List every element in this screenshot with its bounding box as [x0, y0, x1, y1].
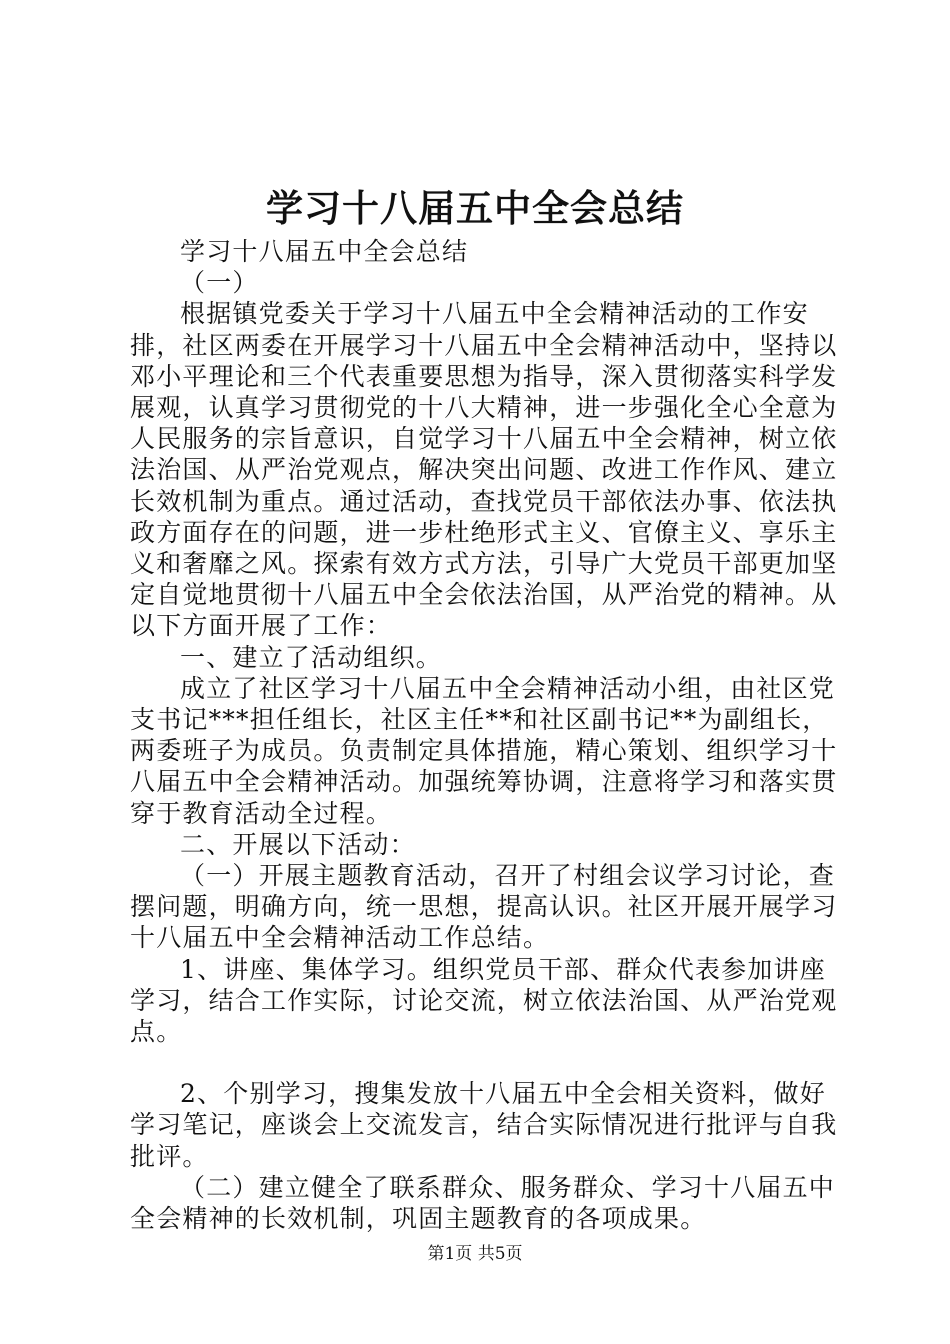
paragraph-intro: 根据镇党委关于学习十八届五中全会精神活动的工作安排，社区两委在开展学习十八届五中全会精神活动中，坚持以邓小平理论和三个代表重要思想为指导，深入贯彻落实科学发展观，认真学习贯彻党的十八大精神，进一步强化全心全意为人民服务的宗旨意识，自觉学习十八届五中全会精神，树立依法治国、从严治党观点，解决突出问题、改进工作作风、建立长效机制为重点。通过活动，查找党员干部依法办事、依法执政方面存在的问题，进一步杜绝形式主义、官僚主义、享乐主义和奢靡之风。探索有效方式方法，引导广大党员干部更加坚定自觉地贯彻十八届五中全会依法治国，从严治党的精神。从以下方面开展了工作：	[130, 299, 838, 641]
paragraph-section-marker: （一）	[180, 268, 259, 298]
paragraph-item-1: 1、讲座、集体学习。组织党员干部、群众代表参加讲座学习，结合工作实际，讨论交流，树立依法治国、从严治党观点。	[130, 954, 838, 1047]
paragraph-subtitle: 学习十八届五中全会总结	[180, 237, 469, 266]
paragraph-activity-2: （二）建立健全了联系群众、服务群众、学习十八届五中全会精神的长效机制，巩固主题教育的各项成果。	[130, 1172, 836, 1234]
paragraph-organization: 成立了社区学习十八届五中全会精神活动小组，由社区党支书记***担任组长，社区主任**和社区副书记**为副组长，两委班子为成员。负责制定具体措施，精心策划、组织学习十八届五中全会精神活动。加强统筹协调，注意将学习和落实贯穿于教育活动全过程。	[130, 673, 838, 828]
document-body	[130, 236, 850, 1234]
paragraph-activity-1: （一）开展主题教育活动，召开了村组会议学习讨论，查摆问题，明确方向，统一思想，提高认识。社区开展开展学习十八届五中全会精神活动工作总结。	[130, 861, 838, 953]
paragraph-heading-1: 一、建立了活动组织。	[180, 642, 443, 672]
paragraph-item-2: 2、个别学习，搜集发放十八届五中全会相关资料，做好学习笔记，座谈会上交流发言，结合实际情况进行批评与自我批评。	[130, 1079, 838, 1171]
document-title: 学习十八届五中全会总结	[266, 186, 684, 230]
page-footer: 第1页 共5页	[427, 1244, 523, 1264]
paragraph-heading-2: 二、开展以下活动：	[180, 829, 416, 859]
